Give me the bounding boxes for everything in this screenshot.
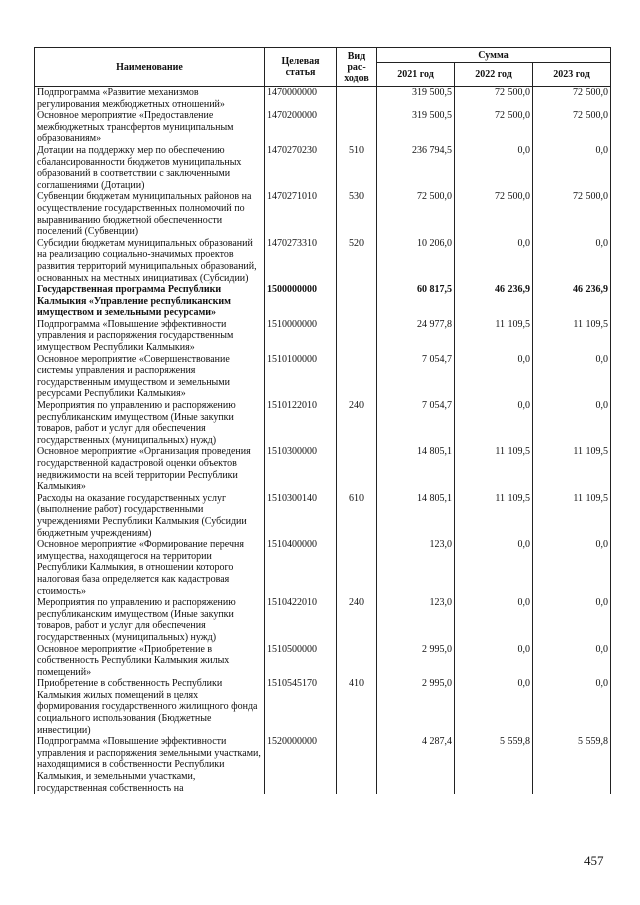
row-2023-amount-cell: 72 500,0 xyxy=(533,191,611,237)
row-2023-amount-cell: 0,0 xyxy=(533,597,611,643)
row-2022-amount-cell: 11 109,5 xyxy=(455,319,533,354)
header-expense-type-line2: рас- xyxy=(347,61,366,73)
row-2021-amount-cell: 7 054,7 xyxy=(377,354,455,400)
row-name-cell: Мероприятия по управлению и распоряжению республиканским имуществом (Иные закупки товаров, работ и услуг для обеспечения государственных (муниципальных) нужд) xyxy=(35,400,265,446)
row-2023-amount-cell: 0,0 xyxy=(533,644,611,679)
row-target-item-cell: 1470273310 xyxy=(265,238,337,284)
row-2022-amount-cell: 46 236,9 xyxy=(455,284,533,319)
row-2022-amount-cell: 0,0 xyxy=(455,539,533,597)
row-2023-amount-cell: 0,0 xyxy=(533,145,611,191)
row-expense-type-cell: 610 xyxy=(337,493,377,539)
row-2021-amount-cell: 24 977,8 xyxy=(377,319,455,354)
row-target-item-cell: 1470200000 xyxy=(265,110,337,145)
row-name-cell: Основное мероприятие «Формирование перечня имущества, находящегося на территории Республики Калмыкия, в отношении которого налоговая база определяется как кадастровая стоимость» xyxy=(35,539,265,597)
row-2022-amount-cell: 0,0 xyxy=(455,238,533,284)
row-target-item-cell: 1470270230 xyxy=(265,145,337,191)
row-name-cell: Субвенции бюджетам муниципальных районов на осуществление государственных полномочий по выравниванию бюджетной обеспеченности поселений (Субвенции) xyxy=(35,191,265,237)
row-2022-amount-cell: 0,0 xyxy=(455,145,533,191)
header-expense-type xyxy=(337,48,377,87)
row-2021-amount-cell: 2 995,0 xyxy=(377,644,455,679)
row-2023-amount-cell: 0,0 xyxy=(533,238,611,284)
row-target-item-cell: 1510122010 xyxy=(265,400,337,446)
row-target-item-cell: 1510545170 xyxy=(265,678,337,736)
row-name-cell: Дотации на поддержку мер по обеспечению сбалансированности бюджетов муниципальных образований в соответствии с заключенными соглашениями (Дотации) xyxy=(35,145,265,191)
header-target-item: Целевая статья xyxy=(265,48,337,87)
row-target-item-cell: 1510400000 xyxy=(265,539,337,597)
row-2021-amount-cell: 10 206,0 xyxy=(377,238,455,284)
row-target-item-cell: 1510100000 xyxy=(265,354,337,400)
row-name-cell: Государственная программа Республики Калмыкия «Управление республиканским имуществом и земельными ресурсами» xyxy=(35,284,265,319)
row-2021-amount-cell: 319 500,5 xyxy=(377,110,455,145)
row-name-cell: Подпрограмма «Развитие механизмов регулирования межбюджетных отношений» xyxy=(35,87,265,111)
row-2023-amount-cell: 11 109,5 xyxy=(533,493,611,539)
row-2022-amount-cell: 0,0 xyxy=(455,678,533,736)
header-year-2023: 2023 год xyxy=(533,63,611,87)
row-2022-amount-cell: 11 109,5 xyxy=(455,493,533,539)
row-target-item-cell: 1510300000 xyxy=(265,446,337,492)
row-2023-amount-cell: 72 500,0 xyxy=(533,87,611,111)
table-row xyxy=(35,446,611,492)
row-expense-type-cell: 240 xyxy=(337,597,377,643)
header-sum: Сумма xyxy=(377,48,611,63)
row-expense-type-cell xyxy=(337,319,377,354)
row-expense-type-cell: 410 xyxy=(337,678,377,736)
row-2023-amount-cell: 11 109,5 xyxy=(533,446,611,492)
row-name-cell: Мероприятия по управлению и распоряжению республиканским имуществом (Иные закупки товаров, работ и услуг для обеспечения государственных (муниципальных) нужд) xyxy=(35,597,265,643)
row-target-item-cell: 1510000000 xyxy=(265,319,337,354)
row-2022-amount-cell: 0,0 xyxy=(455,644,533,679)
row-2022-amount-cell: 5 559,8 xyxy=(455,736,533,794)
row-expense-type-cell xyxy=(337,110,377,145)
row-expense-type-cell xyxy=(337,87,377,111)
row-2021-amount-cell: 236 794,5 xyxy=(377,145,455,191)
row-2021-amount-cell: 2 995,0 xyxy=(377,678,455,736)
row-name-cell: Основное мероприятие «Организация проведения государственной кадастровой оценки объектов недвижимости на всей территории Республики Калмыкия» xyxy=(35,446,265,492)
row-target-item-cell: 1510422010 xyxy=(265,597,337,643)
row-2021-amount-cell: 60 817,5 xyxy=(377,284,455,319)
table-row xyxy=(35,400,611,446)
table-row xyxy=(35,319,611,354)
table-row xyxy=(35,678,611,736)
table-row xyxy=(35,238,611,284)
row-name-cell: Подпрограмма «Повышение эффективности управления и распоряжения государственным имуществом Республики Калмыкия» xyxy=(35,319,265,354)
row-2021-amount-cell: 4 287,4 xyxy=(377,736,455,794)
row-expense-type-cell xyxy=(337,446,377,492)
header-expense-type-line3: ходов xyxy=(344,72,369,84)
table-row xyxy=(35,539,611,597)
row-expense-type-cell: 520 xyxy=(337,238,377,284)
row-target-item-cell: 1470000000 xyxy=(265,87,337,111)
table-body xyxy=(35,87,611,795)
row-2022-amount-cell: 11 109,5 xyxy=(455,446,533,492)
table-row xyxy=(35,354,611,400)
header-name: Наименование xyxy=(35,48,265,87)
row-2023-amount-cell: 11 109,5 xyxy=(533,319,611,354)
row-2023-amount-cell: 0,0 xyxy=(533,539,611,597)
row-name-cell: Подпрограмма «Повышение эффективности управления и распоряжения земельными участками, находящимися в собственности Республики Калмыкия, и земельными участками, государственная собственность на xyxy=(35,736,265,794)
row-2023-amount-cell: 72 500,0 xyxy=(533,110,611,145)
row-expense-type-cell xyxy=(337,284,377,319)
row-2022-amount-cell: 0,0 xyxy=(455,597,533,643)
header-expense-type-line1: Вид xyxy=(347,50,366,62)
row-expense-type-cell: 510 xyxy=(337,145,377,191)
row-2021-amount-cell: 319 500,5 xyxy=(377,87,455,111)
row-2022-amount-cell: 72 500,0 xyxy=(455,191,533,237)
page-number: 457 xyxy=(584,853,604,868)
row-name-cell: Основное мероприятие «Совершенствование системы управления и распоряжения государственным имуществом и земельными ресурсами Республики Калмыкия» xyxy=(35,354,265,400)
row-2023-amount-cell: 0,0 xyxy=(533,400,611,446)
header-year-2021: 2021 год xyxy=(377,63,455,87)
row-target-item-cell: 1510500000 xyxy=(265,644,337,679)
row-2023-amount-cell: 0,0 xyxy=(533,678,611,736)
row-name-cell: Основное мероприятие «Предоставление межбюджетных трансфертов муниципальным образованиям» xyxy=(35,110,265,145)
row-name-cell: Приобретение в собственность Республики Калмыкия жилых помещений в целях формирования государственного жилищного фонда социального использования (Бюджетные инвестиции) xyxy=(35,678,265,736)
table-row xyxy=(35,493,611,539)
row-expense-type-cell xyxy=(337,539,377,597)
row-target-item-cell: 1520000000 xyxy=(265,736,337,794)
row-2022-amount-cell: 72 500,0 xyxy=(455,110,533,145)
header-year-2022: 2022 год xyxy=(455,63,533,87)
row-2021-amount-cell: 7 054,7 xyxy=(377,400,455,446)
row-2021-amount-cell: 72 500,0 xyxy=(377,191,455,237)
row-2021-amount-cell: 123,0 xyxy=(377,597,455,643)
table-row xyxy=(35,110,611,145)
row-2021-amount-cell: 14 805,1 xyxy=(377,446,455,492)
row-2021-amount-cell: 123,0 xyxy=(377,539,455,597)
row-2022-amount-cell: 0,0 xyxy=(455,354,533,400)
table-row xyxy=(35,644,611,679)
table-row xyxy=(35,597,611,643)
row-2021-amount-cell: 14 805,1 xyxy=(377,493,455,539)
row-2023-amount-cell: 0,0 xyxy=(533,354,611,400)
row-2022-amount-cell: 72 500,0 xyxy=(455,87,533,111)
table-row xyxy=(35,145,611,191)
row-expense-type-cell xyxy=(337,644,377,679)
table-row xyxy=(35,191,611,237)
row-target-item-cell: 1510300140 xyxy=(265,493,337,539)
table-header xyxy=(35,48,611,87)
table-row xyxy=(35,736,611,794)
row-expense-type-cell: 240 xyxy=(337,400,377,446)
row-expense-type-cell: 530 xyxy=(337,191,377,237)
row-target-item-cell: 1470271010 xyxy=(265,191,337,237)
row-2023-amount-cell: 46 236,9 xyxy=(533,284,611,319)
row-expense-type-cell xyxy=(337,736,377,794)
row-2023-amount-cell: 5 559,8 xyxy=(533,736,611,794)
row-name-cell: Субсидии бюджетам муниципальных образований на реализацию социально-значимых проектов развития территорий муниципальных образований, основанных на местных инициативах (Субсидии) xyxy=(35,238,265,284)
row-name-cell: Основное мероприятие «Приобретение в собственность Республики Калмыкия жилых помещений» xyxy=(35,644,265,679)
row-expense-type-cell xyxy=(337,354,377,400)
table-row xyxy=(35,284,611,319)
row-target-item-cell: 1500000000 xyxy=(265,284,337,319)
budget-table xyxy=(34,47,611,794)
row-2022-amount-cell: 0,0 xyxy=(455,400,533,446)
table-row xyxy=(35,87,611,111)
row-name-cell: Расходы на оказание государственных услуг (выполнение работ) государственными учреждениями Республики Калмыкия (Субсидии бюджетным учреждениям) xyxy=(35,493,265,539)
